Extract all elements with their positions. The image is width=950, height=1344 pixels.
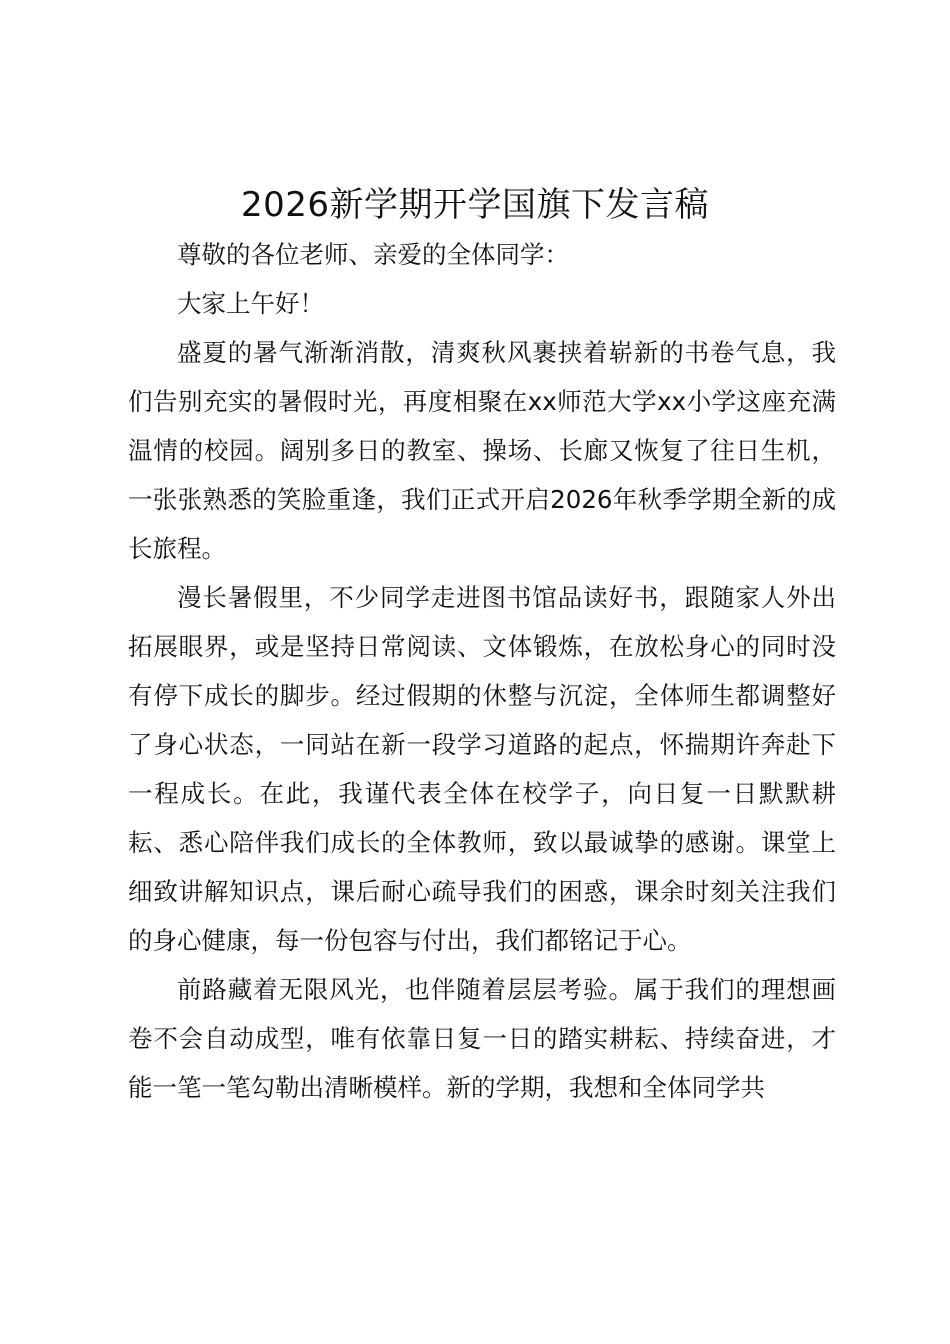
greeting: 大家上午好！	[177, 289, 324, 318]
paragraph: 漫长暑假里，不少同学走进图书馆品读好书，跟随家人外出拓展眼界，或是坚持日常阅读、文体锻炼，在放松身心的同时没有停下成长的脚步。经过假期的休整与沉淀，全体师生都调整好了身心状态，一同站在新一段学习道路的起点，怀揣期许奔赴下一程成长。在此，我谨代表全体在校学子，向日复一日默默耕耘、悉心陪伴我们成长的全体教师，致以最诚挚的感谢。课堂上细致讲解知识点，课后耐心疏导我们的困惑，课余时刻关注我们的身心健康，每一份包容与付出，我们都铭记于心。	[128, 583, 836, 955]
paragraph: 盛夏的暑气渐渐消散，清爽秋风裹挟着崭新的书卷气息，我们告别充实的暑假时光，再度相聚在xx师范大学xx小学这座充满温情的校园。阔别多日的教室、操场、长廊又恢复了往日生机，一张张熟悉的笑脸重逢，我们正式开启2026年秋季学期全新的成长旅程。	[128, 338, 836, 563]
document-body	[128, 230, 836, 1112]
paragraph: 前路藏着无限风光，也伴随着层层考验。属于我们的理想画卷不会自动成型，唯有依靠日复一日的踏实耕耘、持续奋进，才能一笔一笔勾勒出清晰模样。新的学期，我想和全体同学共	[128, 975, 836, 1102]
salutation: 尊敬的各位老师、亲爱的全体同学：	[177, 240, 569, 269]
document-title: 2026新学期开学国旗下发言稿	[240, 185, 710, 225]
